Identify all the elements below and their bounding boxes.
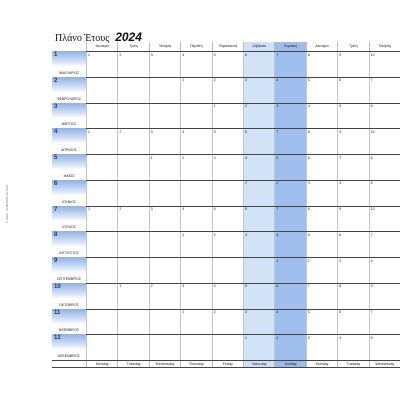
day-cell[interactable]: 3: [339, 258, 342, 263]
day-cell[interactable]: 5: [276, 155, 279, 160]
row-divider: [52, 103, 400, 104]
day-cell[interactable]: 3: [245, 78, 247, 83]
row-divider: [52, 257, 400, 258]
day-cell[interactable]: 6: [339, 78, 342, 83]
day-cell[interactable]: 2: [276, 181, 279, 186]
day-cell[interactable]: 3: [276, 104, 279, 108]
day-cell[interactable]: 6: [276, 284, 279, 289]
day-cell[interactable]: 4: [182, 52, 185, 57]
day-cell[interactable]: 1: [119, 284, 122, 289]
day-cell[interactable]: 7: [276, 129, 279, 134]
day-cell[interactable]: 5: [213, 52, 216, 57]
month-name: ΜΑΡΤΙΟΣ: [61, 122, 77, 127]
month-name: ΟΚΤΩΒΡΙΟΣ: [59, 302, 79, 307]
row-divider-bottom: [52, 360, 400, 361]
day-cell[interactable]: 2: [307, 258, 310, 263]
day-cell[interactable]: 10: [370, 129, 375, 134]
header-day-3: Πέμπτη: [180, 42, 211, 51]
day-cell[interactable]: 1: [150, 155, 153, 160]
header-day-0: Δευτέρα: [86, 42, 117, 51]
day-cell[interactable]: 3: [307, 335, 310, 340]
footer-day-0: Monday: [86, 360, 117, 368]
month-name: ΙΑΝΟΥΑΡΙΟΣ: [58, 70, 80, 75]
day-cell[interactable]: 6: [370, 104, 373, 108]
day-cell[interactable]: 4: [307, 104, 310, 108]
month-number: 2: [54, 77, 58, 84]
month-number: 4: [54, 129, 58, 136]
day-cell[interactable]: 4: [245, 155, 247, 160]
row-divider: [52, 180, 400, 181]
day-cell[interactable]: 1: [182, 232, 185, 237]
day-cell[interactable]: 6: [245, 129, 247, 134]
day-cell[interactable]: 4: [276, 78, 279, 83]
footer-day-5: Saturday: [243, 360, 274, 368]
month-name: ΑΠΡΙΛΙΟΣ: [61, 148, 77, 152]
day-cell[interactable]: 1: [88, 207, 90, 211]
day-cell[interactable]: 7: [307, 284, 310, 289]
day-cell[interactable]: 3: [150, 207, 153, 211]
header-day-4: Παρασκευή: [212, 42, 243, 51]
day-cell[interactable]: 10: [370, 207, 375, 211]
row-divider: [52, 206, 400, 207]
day-cell[interactable]: 5: [307, 310, 310, 314]
day-cell[interactable]: 8: [307, 129, 310, 134]
header-day-1: Τρίτη: [117, 42, 148, 51]
day-cell[interactable]: 6: [245, 207, 247, 211]
footer-day-2: Wednesday: [149, 360, 180, 368]
month-label-7: [52, 206, 86, 232]
day-cell[interactable]: 2: [119, 207, 122, 211]
month-label-10: [52, 283, 86, 309]
day-cell[interactable]: 3: [150, 129, 153, 134]
day-cell[interactable]: 5: [339, 104, 342, 108]
day-cell[interactable]: 7: [370, 232, 373, 237]
row-divider: [52, 77, 400, 78]
month-label-2: [52, 77, 86, 103]
day-cell[interactable]: 2: [182, 155, 185, 160]
day-cell[interactable]: 1: [88, 52, 90, 57]
month-label-4: [52, 128, 86, 154]
day-cell[interactable]: 4: [370, 258, 373, 263]
day-cell[interactable]: 6: [307, 155, 310, 160]
day-cell[interactable]: 5: [213, 207, 216, 211]
day-cell[interactable]: 9: [370, 284, 373, 289]
day-cell[interactable]: 4: [339, 181, 342, 186]
day-cell[interactable]: 10: [370, 52, 375, 57]
header-day-2: Τετάρτη: [149, 42, 180, 51]
month-label-3: [52, 103, 86, 129]
month-number: 11: [54, 309, 61, 316]
day-cell[interactable]: 2: [213, 310, 216, 314]
month-name: ΣΕΠΤΕΜΒΡΙΟΣ: [56, 276, 82, 281]
month-label-11: [52, 309, 86, 335]
day-cell[interactable]: 6: [339, 310, 342, 314]
month-label-12: [52, 334, 86, 360]
month-name: ΑΥΓΟΥΣΤΟΣ: [59, 251, 79, 255]
day-cell[interactable]: 2: [213, 78, 216, 83]
month-label-9: [52, 257, 86, 283]
header-day-9: Τετάρτη: [369, 42, 400, 51]
day-cell[interactable]: 7: [370, 310, 373, 314]
footer-day-3: Thursday: [180, 360, 211, 368]
copyright-caption: © 2023 · ΣΟΦΙΚΟΝ ΑΕ 2024: [5, 184, 9, 223]
day-cell[interactable]: 1: [213, 104, 216, 108]
day-cell[interactable]: 7: [370, 78, 373, 83]
header-day-7: Δευτέρα: [306, 42, 337, 51]
month-name: ΦΕΒΡΟΥΑΡΙΟΣ: [56, 96, 82, 101]
day-cell[interactable]: 9: [339, 207, 342, 211]
month-label-5: [52, 154, 86, 180]
row-divider: [52, 154, 400, 155]
month-label-6: [52, 180, 86, 206]
day-cell[interactable]: 3: [245, 232, 247, 237]
title-text: Πλάνο Έτους: [55, 33, 110, 44]
month-label-1: [52, 51, 86, 77]
day-cell[interactable]: 1: [182, 78, 185, 83]
header-day-5: Σάββατο: [243, 42, 274, 51]
day-cell[interactable]: 2: [119, 129, 122, 134]
day-cell[interactable]: 6: [245, 52, 247, 57]
day-cell[interactable]: 5: [307, 78, 310, 83]
month-number: 10: [54, 283, 61, 290]
day-cell[interactable]: 4: [213, 284, 216, 289]
row-divider: [52, 334, 400, 335]
header-day-6: Κυριακή: [274, 42, 305, 51]
row-divider: [52, 231, 400, 232]
month-number: 5: [54, 155, 58, 161]
day-cell[interactable]: 3: [182, 284, 185, 289]
month-number: 7: [54, 206, 58, 213]
day-cell[interactable]: 6: [339, 232, 342, 237]
planner-bottom-border: [52, 367, 400, 368]
day-cell[interactable]: 1: [88, 129, 90, 134]
day-cell[interactable]: 2: [245, 104, 247, 108]
day-cell[interactable]: 8: [370, 155, 373, 160]
month-number: 12: [54, 335, 61, 342]
day-cell[interactable]: 9: [339, 129, 342, 134]
month-name: ΝΟΕΜΒΡΙΟΣ: [58, 328, 80, 333]
month-number: 9: [54, 258, 58, 264]
day-cell[interactable]: 5: [213, 129, 216, 134]
day-cell[interactable]: 7: [339, 155, 342, 160]
month-label-8: [52, 231, 86, 257]
day-cell[interactable]: 8: [339, 284, 342, 289]
row-divider: [52, 283, 400, 284]
day-cell[interactable]: 3: [150, 52, 153, 57]
day-cell[interactable]: 2: [213, 232, 216, 237]
header-day-8: Τρίτη: [337, 42, 368, 51]
month-name: ΔΕΚΕΜΒΡΙΟΣ: [57, 354, 81, 358]
day-cell[interactable]: 5: [307, 232, 310, 237]
month-number: 8: [54, 232, 58, 239]
day-cell[interactable]: 3: [213, 155, 216, 160]
day-cell[interactable]: 4: [182, 207, 185, 211]
year-planner-grid: [52, 42, 400, 368]
footer-day-4: Friday: [212, 360, 243, 368]
day-cell[interactable]: 9: [339, 52, 342, 57]
month-name: ΙΟΥΛΙΟΣ: [62, 225, 76, 230]
day-cell[interactable]: 1: [245, 181, 247, 186]
day-cell[interactable]: 2: [119, 52, 122, 57]
row-divider: [52, 128, 400, 129]
footer-day-9: Wednesday: [369, 360, 400, 368]
day-cell[interactable]: 4: [339, 335, 342, 340]
month-number: 6: [54, 180, 58, 187]
footer-day-6: Sunday: [274, 360, 305, 368]
day-cell[interactable]: 8: [307, 52, 310, 57]
footer-day-7: Monday: [306, 360, 337, 368]
footer-day-1: Tuesday: [117, 360, 148, 368]
day-cell[interactable]: 1: [276, 258, 279, 263]
day-cell[interactable]: 5: [245, 284, 247, 289]
month-number: 3: [54, 103, 58, 110]
day-cell[interactable]: 4: [276, 310, 279, 314]
day-cell[interactable]: 4: [182, 129, 185, 134]
row-divider: [52, 51, 400, 52]
day-cell[interactable]: 3: [245, 310, 247, 314]
day-cell[interactable]: 7: [276, 207, 279, 211]
month-number: 1: [54, 52, 58, 58]
day-cell[interactable]: 8: [307, 207, 310, 211]
row-divider: [52, 309, 400, 310]
day-cell[interactable]: 3: [307, 181, 310, 186]
day-cell[interactable]: 1: [245, 335, 247, 340]
footer-day-8: Tuesday: [337, 360, 368, 368]
day-cell[interactable]: 7: [276, 52, 279, 57]
day-cell[interactable]: 5: [370, 335, 373, 340]
day-cell[interactable]: 5: [370, 181, 373, 186]
month-name: ΙΟΥΝΙΟΣ: [62, 199, 76, 204]
day-cell[interactable]: 2: [276, 335, 279, 340]
year-label: 2024: [115, 30, 142, 44]
day-cell[interactable]: 4: [276, 232, 279, 237]
month-name: ΜΑΪΟΣ: [63, 173, 75, 178]
day-cell[interactable]: 1: [182, 310, 185, 314]
day-cell[interactable]: 2: [150, 284, 153, 289]
